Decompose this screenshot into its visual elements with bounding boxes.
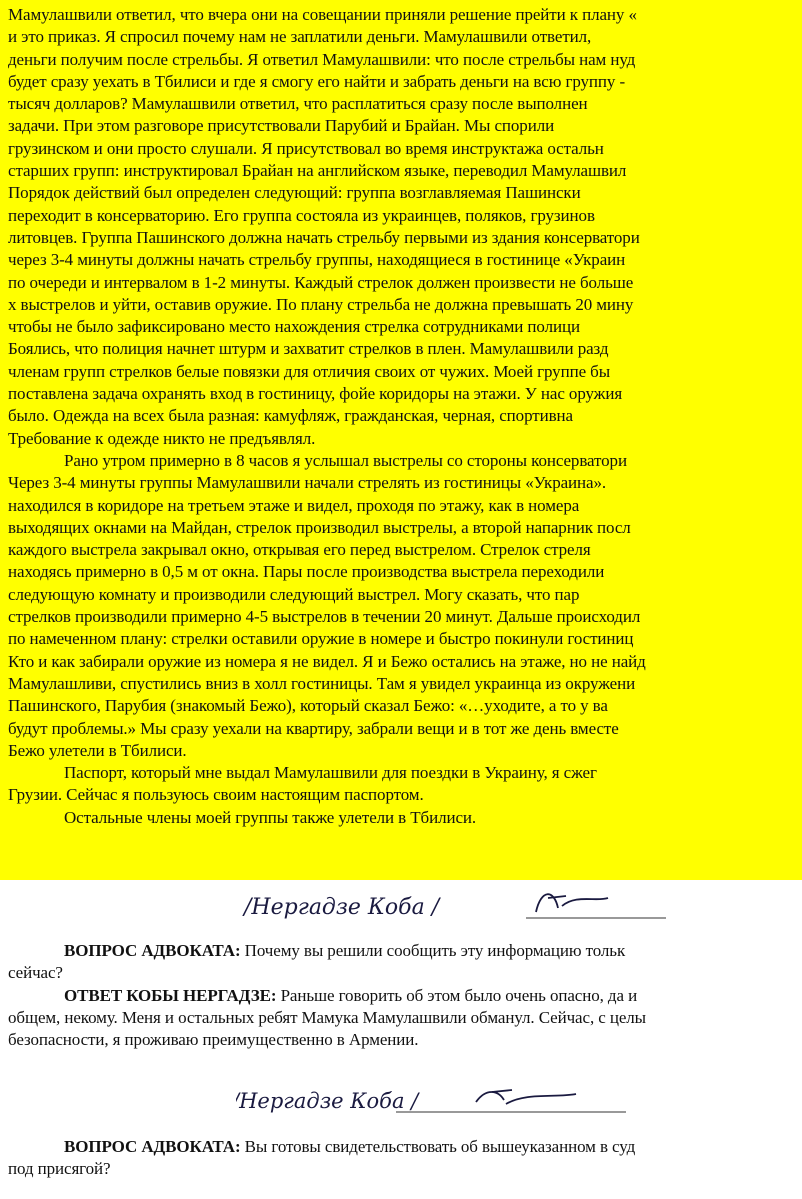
answer-1-line-3: безопасности, я проживаю преимущественно в Армении. bbox=[8, 1030, 419, 1050]
paragraph-1-line: через 3-4 минуты должны начать стрельбу группы, находящиеся в гостинице «Украин bbox=[8, 250, 626, 270]
answer-1-label: ОТВЕТ КОБЫ НЕРГАДЗЕ: bbox=[64, 985, 277, 1005]
paragraph-2-line: Кто и как забирали оружие из номера я не видел. Я и Бежо остались на этаже, но не найд bbox=[8, 651, 646, 671]
question-1-line-1 bbox=[0, 940, 802, 962]
paragraph-1-line: грузинском и они просто слушали. Я присутствовал во время инструктажа остальн bbox=[8, 138, 604, 158]
question-2-block bbox=[0, 1136, 802, 1181]
handwritten-signature-1 bbox=[236, 884, 676, 926]
signature-2 bbox=[236, 1080, 676, 1122]
paragraph-2-line: Мамулашливи, спустились вниз в холл гостиницы. Там я увидел украинца из окружени bbox=[8, 673, 636, 693]
paragraph-3-line: Грузии. Сейчас я пользуюсь своим настоящим паспортом. bbox=[8, 785, 424, 805]
paragraph-2-line: Бежо улетели в Тбилиси. bbox=[8, 740, 187, 760]
paragraph-1-line: чтобы не было зафиксировано место нахождения стрелка сотрудниками полици bbox=[8, 317, 580, 337]
question-1-text: Почему вы решили сообщить эту информацию тольк bbox=[240, 941, 626, 960]
paragraph-1-line: и это приказ. Я спросил почему нам не заплатили деньги. Мамулашвили ответил, bbox=[8, 27, 592, 47]
paragraph-2-line: следующую комнату и производили следующий выстрел. Могу сказать, что пар bbox=[8, 584, 580, 604]
paragraph-2-line: Пашинского, Парубия (знакомый Бежо), который сказал Бежо: «…уходите, а то у ва bbox=[8, 696, 608, 716]
paragraph-1-line: Мамулашвили ответил, что вчера они на совещании приняли решение прейти к плану « bbox=[8, 5, 637, 24]
paragraph-1-line: Требование к одежде никто не предъявлял. bbox=[8, 428, 316, 448]
paragraph-2-line: стрелков производили примерно 4-5 выстрелов в течении 20 минут. Дальше происходил bbox=[8, 607, 641, 627]
paragraph-1-line: Порядок действий был определен следующий: группа возглавляемая Пашински bbox=[8, 183, 581, 203]
answer-1-line-2: общем, некому. Меня и остальных ребят Мамука Мамулашвили обманул. Сейчас, с целы bbox=[8, 1007, 646, 1027]
paragraph-2-line: Рано утром примерно в 8 часов я услышал выстрелы со стороны консерватори bbox=[64, 450, 627, 470]
paragraph-2-line: находясь примерно в 0,5 м от окна. Пары после производства выстрела переходили bbox=[8, 562, 605, 582]
question-1-label: ВОПРОС АДВОКАТА: bbox=[64, 941, 241, 960]
paragraph-4-line: Остальные члены моей группы также улетели в Тбилиси. bbox=[64, 807, 477, 827]
paragraph-1-line: переходит в консерваторию. Его группа состояла из украинцев, поляков, грузинов bbox=[8, 205, 595, 225]
question-1-line-2: сейчас? bbox=[8, 963, 63, 983]
paragraph-1-line: задачи. При этом разговоре присутствовали Парубий и Брайан. Мы спорили bbox=[8, 116, 555, 136]
paragraph-2-line: выходящих окнами на Майдан, стрелок производил выстрелы, а второй напарник посл bbox=[8, 517, 631, 537]
highlighted-text-block bbox=[0, 4, 802, 829]
paragraph-1-line: деньги получим после стрельбы. Я ответил Мамулашвили: что после стрельбы нам нуд bbox=[8, 49, 636, 69]
paragraph-1-line: тысяч долларов? Мамулашвили ответил, что расплатиться сразу после выполнен bbox=[8, 94, 588, 114]
signature-1 bbox=[236, 884, 676, 926]
paragraph-1-line: х выстрелов и уйти, оставив оружие. По плану стрельба не должна превышать 20 мину bbox=[8, 294, 634, 314]
paragraph-2-line: по намеченном плану: стрелки оставили оружие в номере и быстро покинули гостиниц bbox=[8, 629, 634, 649]
paragraph-1-line: старших групп: инструктировал Брайан на английском языке, переводил Мамулашвил bbox=[8, 161, 627, 181]
question-1-block bbox=[0, 940, 802, 1051]
paragraph-1-line: по очереди и интервалом в 1-2 минуты. Каждый стрелок должен произвести не больше bbox=[8, 272, 634, 292]
paragraph-1-line: Боялись, что полиция начнет штурм и захватит стрелков в плен. Мамулашвили разд bbox=[8, 339, 609, 359]
paragraph-1-line: будет сразу уехать в Тбилиси и где я смогу его найти и забрать деньги на всю группу - bbox=[8, 71, 626, 91]
question-2-line-2: под присягой? bbox=[8, 1159, 111, 1179]
paragraph-1-line: литовцев. Группа Пашинского должна начать стрельбу первыми из здания консерватори bbox=[8, 227, 640, 247]
paragraph-1-line: было. Одежда на всех была разная: камуфляж, гражданская, черная, спортивна bbox=[8, 406, 573, 426]
paragraph-2-line: Через 3-4 минуты группы Мамулашвили начали стрелять из гостиницы «Украина». bbox=[8, 473, 607, 493]
paragraph-2-line: находился в коридоре на третьем этаже и видел, проходя по этажу, как в номера bbox=[8, 495, 580, 515]
paragraph-2-line: каждого выстрела закрывал окно, открывая его перед выстрелом. Стрелок стреля bbox=[8, 540, 591, 560]
answer-1-text: Раньше говорить об этом было очень опасно, да и bbox=[276, 985, 638, 1005]
paragraph-3-line: Паспорт, который мне выдал Мамулашвили для поездки в Украину, я сжег bbox=[64, 763, 597, 783]
question-2-label: ВОПРОС АДВОКАТА: bbox=[64, 1137, 241, 1156]
paragraph-1-line: поставлена задача охранять вход в гостиницу, фойе коридоры на этажи. У нас оружия bbox=[8, 384, 623, 404]
handwritten-signature-2 bbox=[236, 1080, 676, 1122]
paragraph-1-line: членам групп стрелков белые повязки для отличия своих от чужих. Моей группе бы bbox=[8, 361, 611, 381]
signature-2-handwriting: /Нергадзе Коба / bbox=[236, 1089, 419, 1113]
question-2-line-1 bbox=[0, 1136, 802, 1158]
signature-1-handwriting: /Нергадзе Коба / bbox=[244, 895, 440, 920]
question-2-text: Вы готовы свидетельствовать об вышеуказанном в суд bbox=[240, 1137, 636, 1156]
paragraph-2-line: будут проблемы.» Мы сразу уехали на квартиру, забрали вещи и в тот же день вместе bbox=[8, 718, 619, 738]
answer-1-line-1 bbox=[0, 985, 802, 1007]
